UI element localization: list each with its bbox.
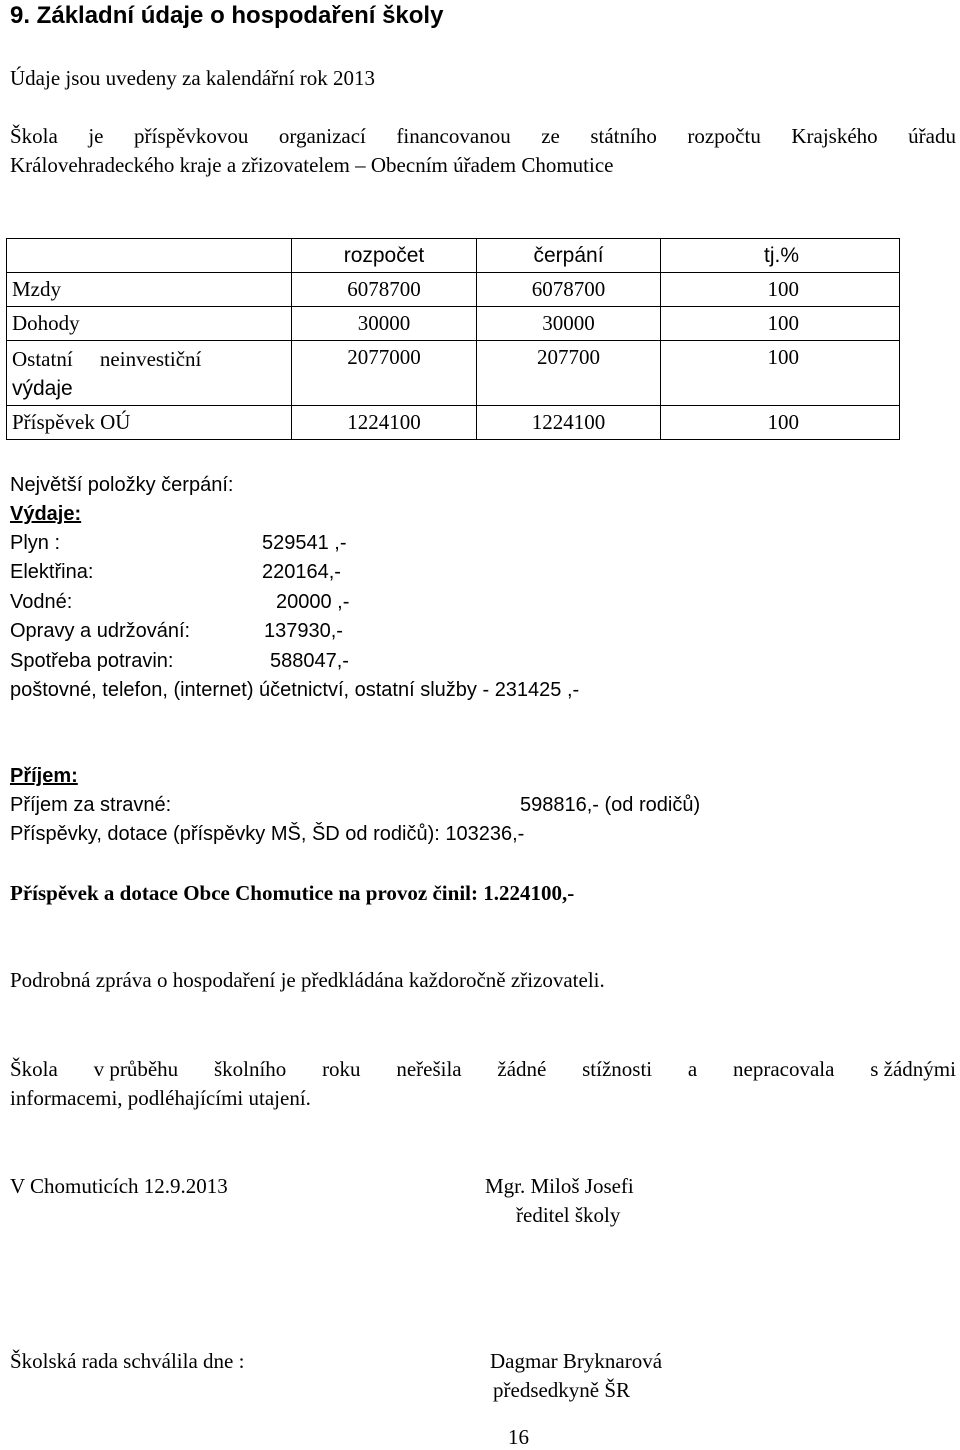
word: organizací: [278, 124, 366, 148]
row-pct: 100: [660, 307, 899, 341]
chair-name: Dagmar Bryknarová: [490, 1349, 663, 1373]
income-heading: Příjem:: [10, 765, 78, 787]
word: Škola: [10, 124, 58, 148]
income-obec: Příspěvek a dotace Obce Chomutice na provoz činil: 1.224100,-: [10, 881, 575, 905]
expenses-heading: Největší položky čerpání:: [10, 474, 234, 496]
header-pct-label: tj.%: [763, 243, 799, 267]
intro-para-line2: Královehradeckého kraje a zřizovatelem – Obecním úřadem Chomutice: [10, 153, 614, 177]
expense-value-opravy: 137930,-: [264, 620, 343, 642]
header-empty: [7, 239, 292, 273]
expense-other-line: poštovné, telefon, (internet) účetnictví, ostatní služby - 231425 ,-: [10, 679, 580, 701]
word: ze: [541, 124, 560, 148]
budget-table: [6, 238, 900, 440]
row-rozpocet: 1224100: [291, 406, 476, 440]
word: příspěvkovou: [134, 124, 249, 148]
word: neřešila: [396, 1057, 462, 1081]
header-cerpani: čerpání: [477, 239, 661, 273]
word: s žádnými: [870, 1057, 956, 1081]
table-row: [7, 406, 900, 440]
intro-para-line1: [10, 124, 956, 149]
chair-title: předsedkyně ŠR: [493, 1378, 631, 1402]
row-rozpocet: 6078700: [291, 273, 476, 307]
row-cerpani: 207700: [477, 341, 661, 406]
expense-label-elektrina: Elektřina:: [10, 561, 94, 583]
complaints-line1: [10, 1057, 956, 1082]
expenses-subheading: Výdaje:: [10, 503, 82, 525]
word: je: [88, 124, 104, 148]
header-pct: [660, 239, 899, 273]
expense-label-potraviny: Spotřeba potravin:: [10, 650, 174, 672]
word: a: [687, 1057, 698, 1081]
expense-label-opravy: Opravy a udržování:: [10, 620, 191, 642]
expense-value-elektrina: 220164,-: [262, 561, 341, 583]
word: žádné: [497, 1057, 547, 1081]
table-header-row: [7, 239, 900, 273]
expense-label-plyn: Plyn :: [10, 532, 61, 554]
intro-year: Údaje jsou uvedeny za kalendářní rok 2013: [10, 66, 376, 90]
word: úřadu: [908, 124, 956, 148]
row-pct: 100: [660, 273, 899, 307]
complaints-line2: informacemi, podléhajícími utajení.: [10, 1086, 311, 1110]
word: státního: [590, 124, 657, 148]
row-cerpani: 30000: [477, 307, 661, 341]
table-row: [7, 307, 900, 341]
word: stížnosti: [582, 1057, 653, 1081]
row-label: [7, 341, 292, 406]
word: Škola: [10, 1057, 58, 1081]
row-label-line1: [12, 345, 227, 374]
council-text: Školská rada schválila dne :: [10, 1349, 245, 1373]
row-cerpani: 1224100: [477, 406, 661, 440]
row-pct: 100: [660, 406, 899, 440]
word: financovanou: [396, 124, 511, 148]
word: roku: [322, 1057, 361, 1081]
director-name: Mgr. Miloš Josefi: [485, 1174, 634, 1198]
header-rozpocet: rozpočet: [291, 239, 476, 273]
row-rozpocet: 30000: [291, 307, 476, 341]
income-stravne-label: Příjem za stravné:: [10, 794, 172, 816]
word: rozpočtu: [687, 124, 761, 148]
place-date: V Chomuticích 12.9.2013: [10, 1174, 228, 1198]
expense-value-vodne: 20000 ,-: [276, 591, 350, 613]
income-prispevky: Příspěvky, dotace (příspěvky MŠ, ŠD od rodičů): 103236,-: [10, 823, 525, 845]
row-label: Dohody: [7, 307, 292, 341]
word: Krajského: [791, 124, 878, 148]
row-label: Mzdy: [7, 273, 292, 307]
expense-value-plyn: 529541 ,-: [262, 532, 347, 554]
table-row: [7, 273, 900, 307]
director-title: ředitel školy: [516, 1203, 621, 1227]
table-row: [7, 341, 900, 406]
expense-value-potraviny: 588047,-: [270, 650, 349, 672]
row-pct: 100: [660, 341, 899, 406]
row-label-line2: výdaje: [12, 377, 73, 400]
word: nepracovala: [733, 1057, 835, 1081]
word: v průběhu: [93, 1057, 179, 1081]
row-cerpani: 6078700: [477, 273, 661, 307]
row-rozpocet: 2077000: [291, 341, 476, 406]
page-number: 16: [508, 1425, 529, 1449]
row-label: Příspěvek OÚ: [7, 406, 292, 440]
income-stravne-value: 598816,- (od rodičů): [520, 794, 701, 816]
report-note: Podrobná zpráva o hospodaření je předkládána každoročně zřizovateli.: [10, 968, 605, 992]
row-label-text: Ostatní neinvestiční: [12, 347, 202, 371]
section-title: 9. Základní údaje o hospodaření školy: [10, 2, 444, 29]
expense-label-vodne: Vodné:: [10, 591, 73, 613]
word: školního: [213, 1057, 287, 1081]
